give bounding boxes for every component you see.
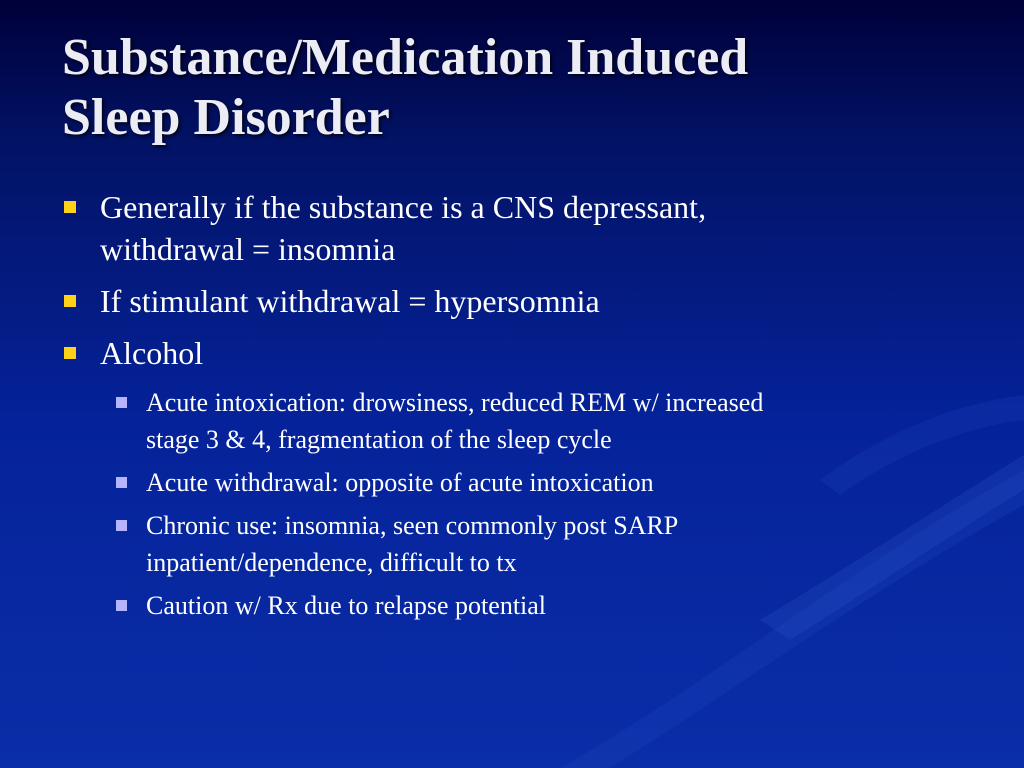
yellow-square-bullet-icon (64, 295, 76, 307)
sub-bullet-list (62, 384, 962, 624)
lavender-square-bullet-icon (116, 600, 127, 611)
sub-bullet-item (100, 384, 962, 458)
yellow-square-bullet-icon (64, 347, 76, 359)
lavender-square-bullet-icon (116, 477, 127, 488)
sub-bullet-item (100, 507, 962, 581)
lavender-square-bullet-icon (116, 397, 127, 408)
slide-title-line-1: Substance/Medication Induced (62, 29, 749, 86)
lavender-square-bullet-icon (116, 520, 127, 531)
slide-body (62, 186, 962, 630)
yellow-square-bullet-icon (64, 201, 76, 213)
bullet-text: If stimulant withdrawal = hypersomnia (100, 283, 600, 319)
bullet-text-line-2: withdrawal = insomnia (100, 231, 396, 267)
sub-bullet-text-line-1: Acute intoxication: drowsiness, reduced REM w/ increased (146, 388, 764, 417)
bullet-item (62, 186, 962, 270)
sub-bullet-text-line-1: Chronic use: insomnia, seen commonly post SARP (146, 511, 679, 540)
bullet-text: Alcohol (100, 335, 204, 371)
slide-title-line-2: Sleep Disorder (62, 89, 390, 146)
sub-bullet-text: Acute withdrawal: opposite of acute intoxication (146, 468, 654, 497)
bullet-text-line-1: Generally if the substance is a CNS depressant, (100, 189, 707, 225)
sub-bullet-item (100, 464, 962, 501)
sub-bullet-text: Caution w/ Rx due to relapse potential (146, 591, 547, 620)
sub-bullet-item (100, 587, 962, 624)
sub-bullet-text-line-2: stage 3 & 4, fragmentation of the sleep cycle (146, 425, 612, 454)
bullet-item (62, 280, 962, 322)
bullet-list (62, 186, 962, 374)
bullet-item (62, 332, 962, 374)
slide-title (62, 28, 962, 148)
sub-bullet-text-line-2: inpatient/dependence, difficult to tx (146, 548, 517, 577)
